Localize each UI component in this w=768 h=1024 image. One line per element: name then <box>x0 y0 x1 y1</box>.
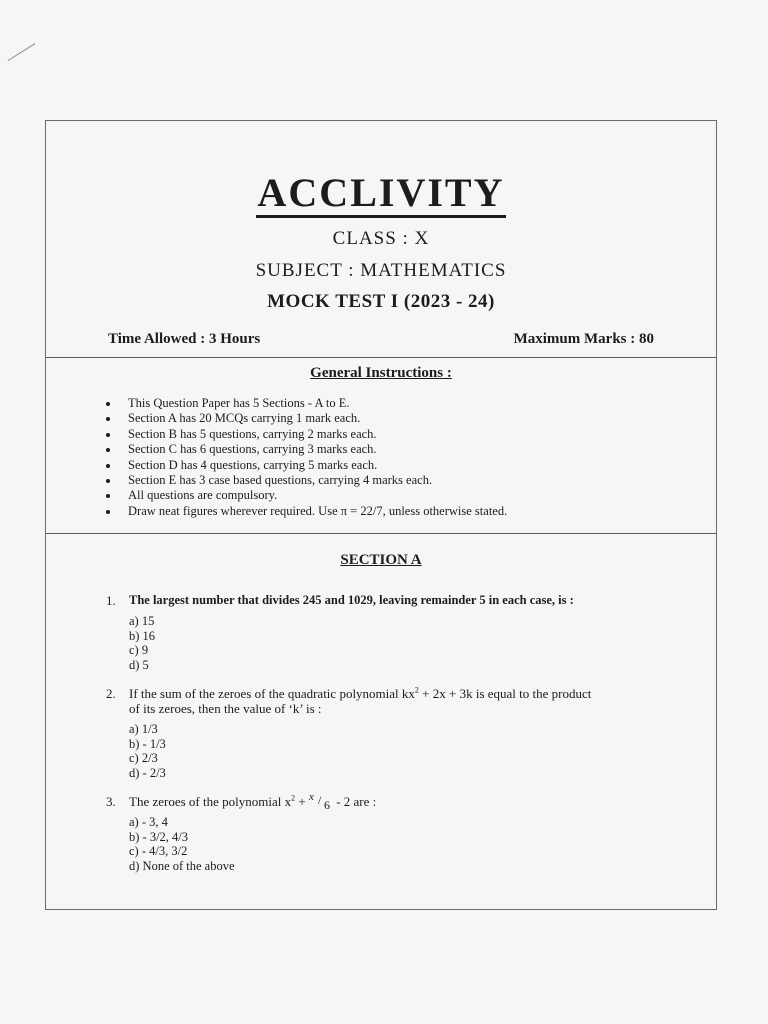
question-1 <box>106 593 669 672</box>
time-allowed: Time Allowed : 3 Hours <box>108 331 261 347</box>
option: b) - 3/2, 4/3 <box>129 829 189 844</box>
paper-header <box>46 121 716 313</box>
option: d) None of the above <box>129 858 235 873</box>
list-item: Section D has 4 questions, carrying 5 marks each. <box>106 458 507 473</box>
class-line: CLASS : X <box>332 228 430 249</box>
list-item: Section A has 20 MCQs carrying 1 mark each. <box>106 411 507 426</box>
list-item: Section E has 3 case based questions, carrying 4 marks each. <box>106 473 507 488</box>
fraction: x / 6 <box>308 791 330 812</box>
option: c) 9 <box>129 643 149 658</box>
question-number: 3. <box>106 794 116 809</box>
question-number: 2. <box>106 686 116 701</box>
option: b) - 1/3 <box>129 736 166 751</box>
list-item: All questions are compulsory. <box>106 488 507 503</box>
options-list <box>129 815 669 873</box>
instructions-list <box>106 396 507 519</box>
question-2 <box>106 686 669 780</box>
divider <box>46 357 716 358</box>
instructions-title: General Instructions : <box>310 365 452 381</box>
question-text: The largest number that divides 245 and 1029, leaving remainder 5 in each case, is : <box>129 593 574 607</box>
option: d) - 2/3 <box>129 765 166 780</box>
section-title: SECTION A <box>340 552 422 568</box>
option: c) - 4/3, 3/2 <box>129 844 188 859</box>
list-item: Draw neat figures wherever required. Use π = 22/7, unless otherwise stated. <box>106 504 507 519</box>
maximum-marks: Maximum Marks : 80 <box>513 331 654 347</box>
institute-title: ACCLIVITY <box>256 173 507 218</box>
options-list <box>129 722 669 780</box>
option: d) 5 <box>129 657 149 672</box>
question-text-line-2: of its zeroes, then the value of ‘k’ is : <box>129 701 322 716</box>
pen-mark <box>8 43 36 61</box>
mock-test-line: MOCK TEST I (2023 - 24) <box>267 291 495 312</box>
list-item: Section C has 6 questions, carrying 3 marks each. <box>106 442 507 457</box>
subject-line: SUBJECT : MATHEMATICS <box>255 260 507 281</box>
option: b) 16 <box>129 628 156 643</box>
list-item: This Question Paper has 5 Sections - A to E. <box>106 396 507 411</box>
list-item: Section B has 5 questions, carrying 2 marks each. <box>106 427 507 442</box>
question-text: If the sum of the zeroes of the quadratic polynomial $kx^2 + 2x + 3k$ is equal to the product <box>129 685 592 701</box>
option: a) - 3, 4 <box>129 815 168 829</box>
question-number: 1. <box>106 593 116 608</box>
options-list <box>129 614 669 672</box>
question-3 <box>106 791 669 873</box>
option: a) 1/3 <box>129 722 158 736</box>
option: c) 2/3 <box>129 751 158 766</box>
option: a) 15 <box>129 614 155 628</box>
question-text: The zeroes of the polynomial $x^2$ + x / 6 - 2 are : <box>129 791 377 812</box>
exam-meta-row <box>46 331 716 348</box>
question-paper <box>45 120 717 910</box>
divider <box>46 533 716 534</box>
